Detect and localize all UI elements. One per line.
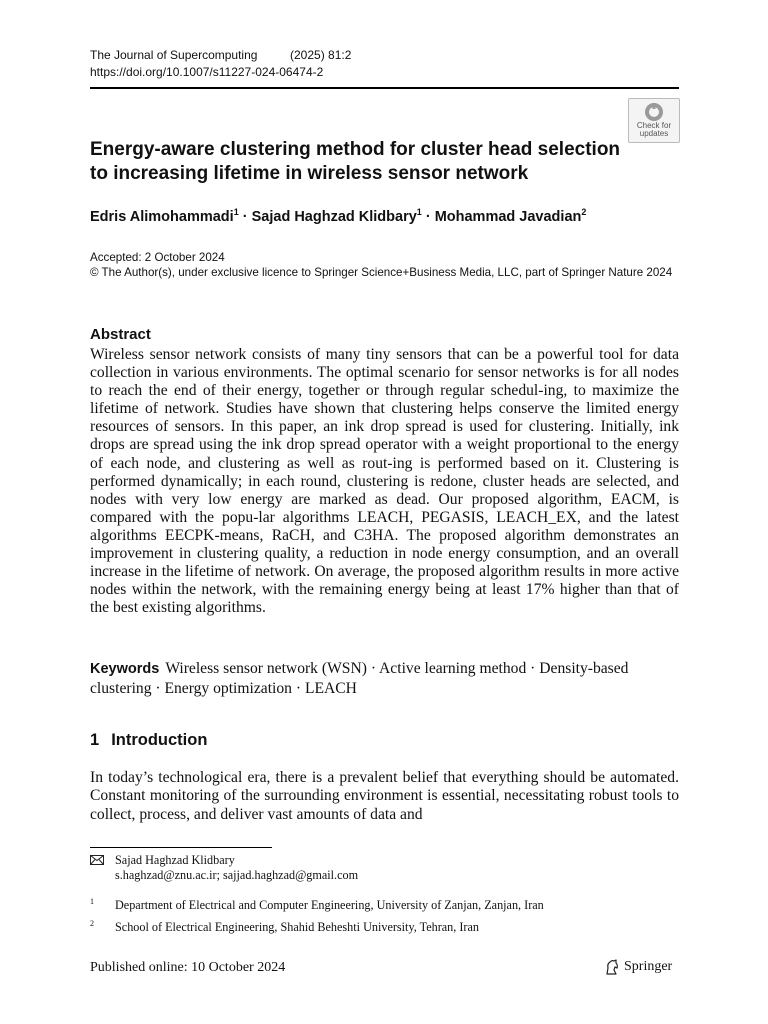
author-2-affiliation: 1 xyxy=(416,207,422,217)
check-for-updates-badge[interactable] xyxy=(628,98,680,143)
check-for-updates-icon xyxy=(643,102,665,122)
paper-title: Energy-aware clustering method for cluster head selection to increasing lifetime in wireless sensor network xyxy=(90,139,621,184)
abstract-text: Wireless sensor network consists of many tiny sensors that can be a powerful tool for data collection in various environments. The optimal scenario for sensor networks is for all nodes to reach the end of their energy, together or through regular schedul-ing, to maximize the lifetime of network. Studies have shown that clustering helps conserve the limited energy resources of sensors. In this paper, an ink drop spread is used for clustering. Initially, ink drops are spread using the ink drop spread operator with a weight proportional to the energy of each node, and clustering as well as rout-ing is performed based on it. Clustering is performed dynamically; in each round, clustering is redone, cluster heads are selected, and nodes with very low energy are marked as dead. Our proposed algorithm, EACM, is compared with the popu-lar algorithms LEACH, PEGASIS, LEACH_EX, and the latest algorithms EECPK-means, RaCH, and C3HA. The proposed algorithm demonstrates an improvement in clustering quality, a reduction in node energy consumption, and an overall increase in the lifetime of network. On average, the proposed algorithm results in more active nodes within the network, with the remaining energy being at least 17% higher than that of the best existing algorithms. xyxy=(90,346,679,617)
keywords-text: Wireless sensor network (WSN) · Active learning method · Density-based clustering · Energy optimization · LEACH xyxy=(90,660,629,697)
published-date: Published online: 10 October 2024 xyxy=(90,960,286,975)
section-title: Introduction xyxy=(111,731,208,749)
doi-link[interactable]: https://doi.org/10.1007/s11227-024-06474-2 xyxy=(90,65,324,79)
keywords-label: Keywords xyxy=(90,661,160,677)
section-heading xyxy=(90,731,207,750)
corresponding-email[interactable]: s.haghzad@znu.ac.ir; sajjad.haghzad@gmail.com xyxy=(115,868,359,882)
affiliation-1 xyxy=(90,898,544,913)
running-header xyxy=(90,47,351,81)
author-2[interactable]: Sajad Haghzad Klidbary xyxy=(251,208,417,225)
envelope-icon xyxy=(90,855,104,865)
corresponding-author xyxy=(90,853,358,883)
publisher-logo[interactable] xyxy=(604,959,672,975)
author-3[interactable]: Mohammad Javadian xyxy=(434,208,582,225)
author-list xyxy=(90,207,586,225)
author-1-affiliation: 1 xyxy=(233,207,239,217)
affiliation-text: Department of Electrical and Computer Engineering, University of Zanjan, Zanjan, Iran xyxy=(115,898,544,912)
section-number: 1 xyxy=(90,731,100,749)
author-3-affiliation: 2 xyxy=(581,207,587,217)
corresponding-name: Sajad Haghzad Klidbary xyxy=(115,853,235,867)
author-separator: · xyxy=(421,208,435,225)
header-rule xyxy=(90,87,679,89)
affiliation-number: 1 xyxy=(90,897,94,906)
introduction-text: In today’s technological era, there is a prevalent belief that everything should be automated. Constant monitoring of the surrounding environment is essential, necessitating robust tools to collect, process, and deliver vast amounts of data and xyxy=(90,769,679,823)
keywords xyxy=(90,659,670,698)
springer-horse-icon xyxy=(604,959,620,975)
affiliation-number: 2 xyxy=(90,919,94,928)
author-1[interactable]: Edris Alimohammadi xyxy=(90,208,234,225)
copyright-notice: © The Author(s), under exclusive licence to Springer Science+Business Media, LLC, part of Springer Nature 2024 xyxy=(90,266,673,279)
affiliation-2 xyxy=(90,920,479,935)
author-separator: · xyxy=(238,208,252,225)
article-metadata xyxy=(90,250,680,280)
footnote-rule xyxy=(90,847,272,848)
journal-name: The Journal of Supercomputing xyxy=(90,48,258,62)
badge-line-2: updates xyxy=(639,129,669,138)
publisher-name: Springer xyxy=(624,959,673,974)
accepted-date: Accepted: 2 October 2024 xyxy=(90,251,225,264)
affiliation-text: School of Electrical Engineering, Shahid Beheshti University, Tehran, Iran xyxy=(115,920,479,934)
citation: (2025) 81:2 xyxy=(290,48,352,62)
abstract-heading: Abstract xyxy=(90,326,151,343)
badge-line-1: Check for xyxy=(636,121,672,130)
